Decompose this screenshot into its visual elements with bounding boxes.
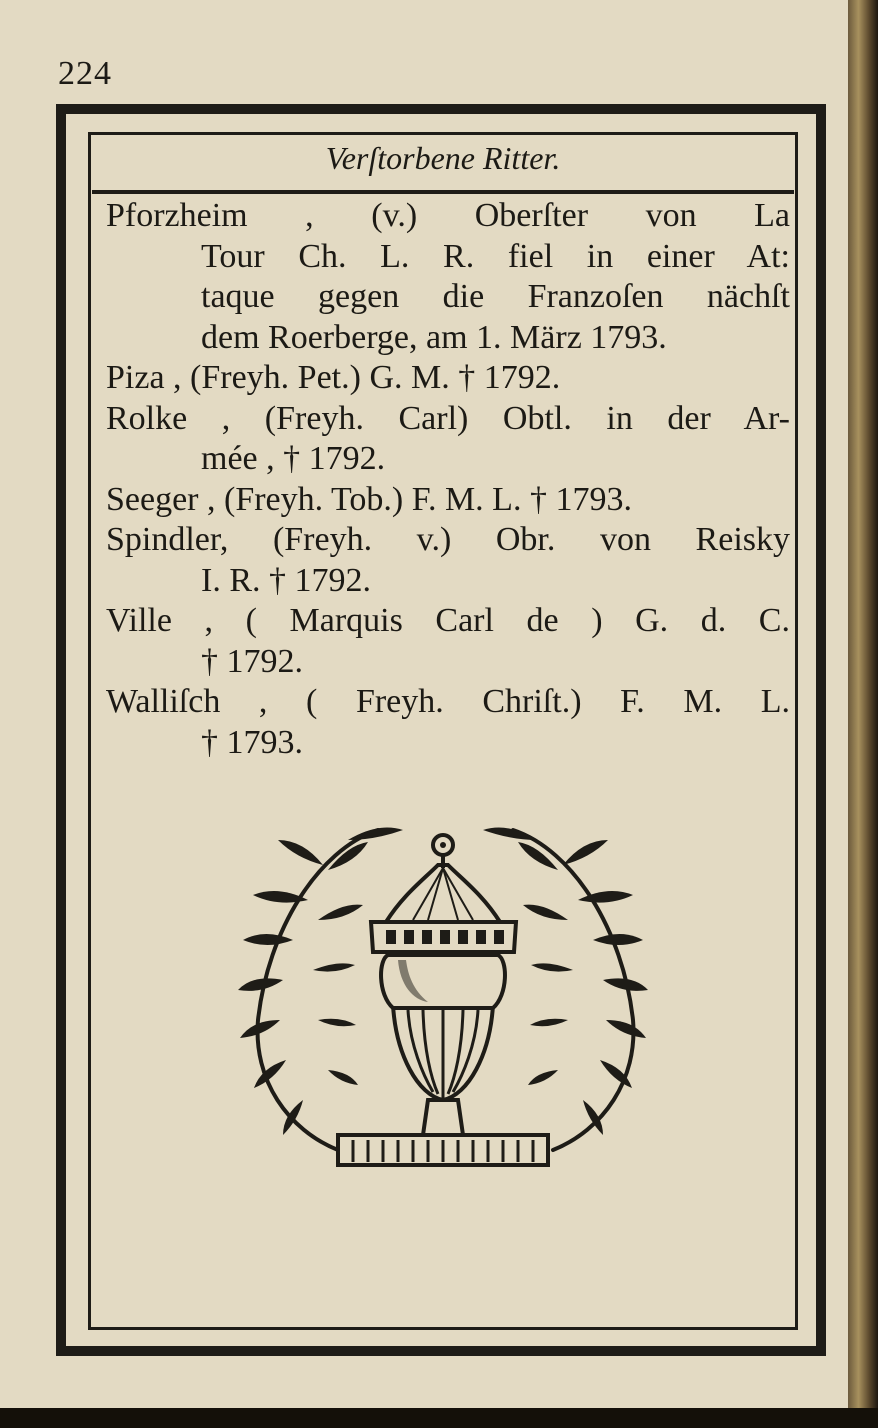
section-heading: Verſtorbene Ritter. xyxy=(325,140,561,176)
page-number: 224 xyxy=(58,55,112,92)
entry-rolke xyxy=(106,399,790,480)
entry-line: Tour Ch. L. R. fiel in einer At: xyxy=(201,237,790,275)
book-spine xyxy=(848,0,878,1428)
entry-piza xyxy=(106,358,790,399)
entry-line: dem Roerberge, am 1. März 1793. xyxy=(201,318,667,356)
entry-seeger xyxy=(106,480,790,521)
entry-line: taque gegen die Franzoſen nächſt xyxy=(201,278,790,315)
urn-with-laurel-wreath-icon xyxy=(228,810,658,1180)
entry-line: † 1792. xyxy=(201,642,303,680)
entry-line: I. R. † 1792. xyxy=(201,561,371,599)
entry-line: mée , † 1792. xyxy=(201,440,386,477)
entry-line: Walliſch , ( Freyh. Chriſt.) F. M. L. xyxy=(106,683,790,720)
entry-line: Piza , (Freyh. Pet.) G. M. † 1792. xyxy=(106,359,561,396)
entry-pforzheim xyxy=(106,196,790,358)
entry-spindler xyxy=(106,520,790,601)
entry-ville xyxy=(106,601,790,682)
entry-line: Ville , ( Marquis Carl de ) G. d. C. xyxy=(106,602,790,639)
entry-wallisch xyxy=(106,682,790,763)
heading-rule xyxy=(92,190,794,194)
entry-line: Spindler, (Freyh. v.) Obr. von Reisky xyxy=(106,521,790,558)
entry-line: Rolke , (Freyh. Carl) Obtl. in der Ar- xyxy=(106,399,790,437)
entry-line: Seeger , (Freyh. Tob.) F. M. L. † 1793. xyxy=(106,480,632,518)
entry-line: Pforzheim , (v.) Oberſter von La xyxy=(106,197,790,234)
entry-line: † 1793. xyxy=(201,723,303,761)
entry-list xyxy=(106,196,790,763)
page-bottom-edge xyxy=(0,1408,878,1428)
